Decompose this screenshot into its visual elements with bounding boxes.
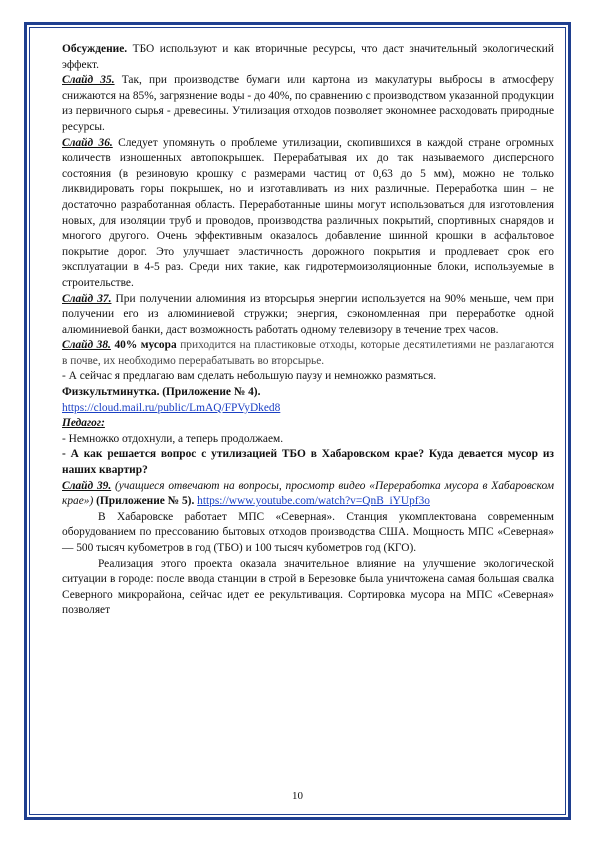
paragraph-text: - А сейчас я предлагаю вам сделать небольшую паузу и немножко размяться. <box>62 370 437 383</box>
question-text: - А как решается вопрос с утилизацией ТБО в Хабаровском крае? Куда девается мусор из наших квартир? <box>62 448 554 477</box>
paragraph-text: При получении алюминия из вторсырья энергии используется на 90% меньше, чем при получении его из алюминиевой стружки; энергия, сэкономленная при переработке одной алюминиевой банки, даст возможность работать одному телевизору в течение трех часов. <box>62 292 554 336</box>
slide-label: Слайд 36. <box>62 136 113 149</box>
paragraph-text: В Хабаровске работает МПС «Северная». Станция укомплектована современным оборудованием по прессованию бытовых отходов производства США. Мощность МПС «Северная» — 500 тысяч кубометров в год (ТБО) и 100 тысяч кубометров год (КГО). <box>62 510 554 554</box>
paragraph-physical-break <box>62 385 554 416</box>
document-body <box>62 42 554 619</box>
paragraph-slide-36 <box>62 136 554 292</box>
teacher-label <box>62 416 554 432</box>
paragraph-pause <box>62 369 554 385</box>
paragraph-text: - Немножко отдохнули, а теперь продолжаем. <box>62 432 284 445</box>
paragraph-discussion <box>62 42 554 73</box>
slide-label: Слайд 39. <box>62 479 112 492</box>
discussion-lead: Обсуждение. <box>62 43 128 55</box>
italic-note: (учащиеся отвечают на вопросы, просмотр видео «Переработка мусора в Хабаровском крае») <box>62 479 554 508</box>
slide-label: Слайд 37. <box>62 292 112 305</box>
highlight-text: 40% мусора <box>114 339 177 352</box>
paragraph-text: Так, при производстве бумаги или картона из макулатуры выбросы в атмосферу снижаются на 85%, загрязнение воды - до 40%, по сравнению с производством указанной продукции из первичного сырья - древесины. Утилизация отходов позволяет экономнее расходовать природные ресурсы. <box>62 74 554 133</box>
paragraph-project <box>62 557 554 619</box>
paragraph-text: приходится на пластиковые отходы, которые десятилетиями не разлагаются в почве, их необходимо перерабатывать во вторсырье. <box>62 339 554 367</box>
slide-label: Слайд 35. <box>62 74 115 87</box>
paragraph-station <box>62 510 554 557</box>
paragraph-slide-38 <box>62 338 554 369</box>
paragraph-text: ТБО используют и как вторичные ресурсы, что даст значительный экологический эффект. <box>62 43 554 71</box>
slide-label: Слайд 38. <box>62 339 111 352</box>
appendix-reference: (Приложение № 5). <box>93 495 195 508</box>
youtube-link[interactable]: https://www.youtube.com/watch?v=QnB_iYUpf3o <box>197 495 430 508</box>
paragraph-continue <box>62 432 554 448</box>
paragraph-slide-35 <box>62 73 554 135</box>
speaker-label: Педагог: <box>62 417 105 430</box>
paragraph-text: Следует упомянуть о проблеме утилизации, скопившихся в каждой стране огромных количеств изношенных автопокрышек. Перерабатывая их до так называемого дисперсного состояния (в резиновую крошку с размерами частиц от 0,63 до 5 мм), можно не только ликвидировать горы покрышек, но и изготавливать из них различные. Переработка шин – не достаточно разработанная область. Переработанные шины могут использоваться для изготовления новых, для изоляции труб и проводов, производства различных покрытий, спортивных снарядов и многого другого. Очень эффективным оказалось добавление шинной крошки в асфальтовое покрытие дорог. Это улучшает эластичность дорожного покрытия и продлевает срок его эксплуатации в 4-5 раз. Среди них такие, как гидротермоизоляционные блоки, используемые в строительстве. <box>62 136 554 289</box>
page-number: 10 <box>292 790 303 802</box>
appendix-reference: Физкультминутка. (Приложение № 4). <box>62 386 261 399</box>
paragraph-question <box>62 447 554 478</box>
paragraph-text: Реализация этого проекта оказала значительное влияние на улучшение экологической ситуации в городе: после ввода станции в строй в Березовке была уничтожена самая большая свалка Северного микрорайона, сейчас идет ее рекультивация. Сортировка мусора на МПС «Северная» позволяет <box>62 557 554 617</box>
paragraph-slide-39 <box>62 479 554 510</box>
paragraph-slide-37 <box>62 292 554 339</box>
cloud-link[interactable]: https://cloud.mail.ru/public/LmAQ/FPVyDked8 <box>62 401 281 414</box>
